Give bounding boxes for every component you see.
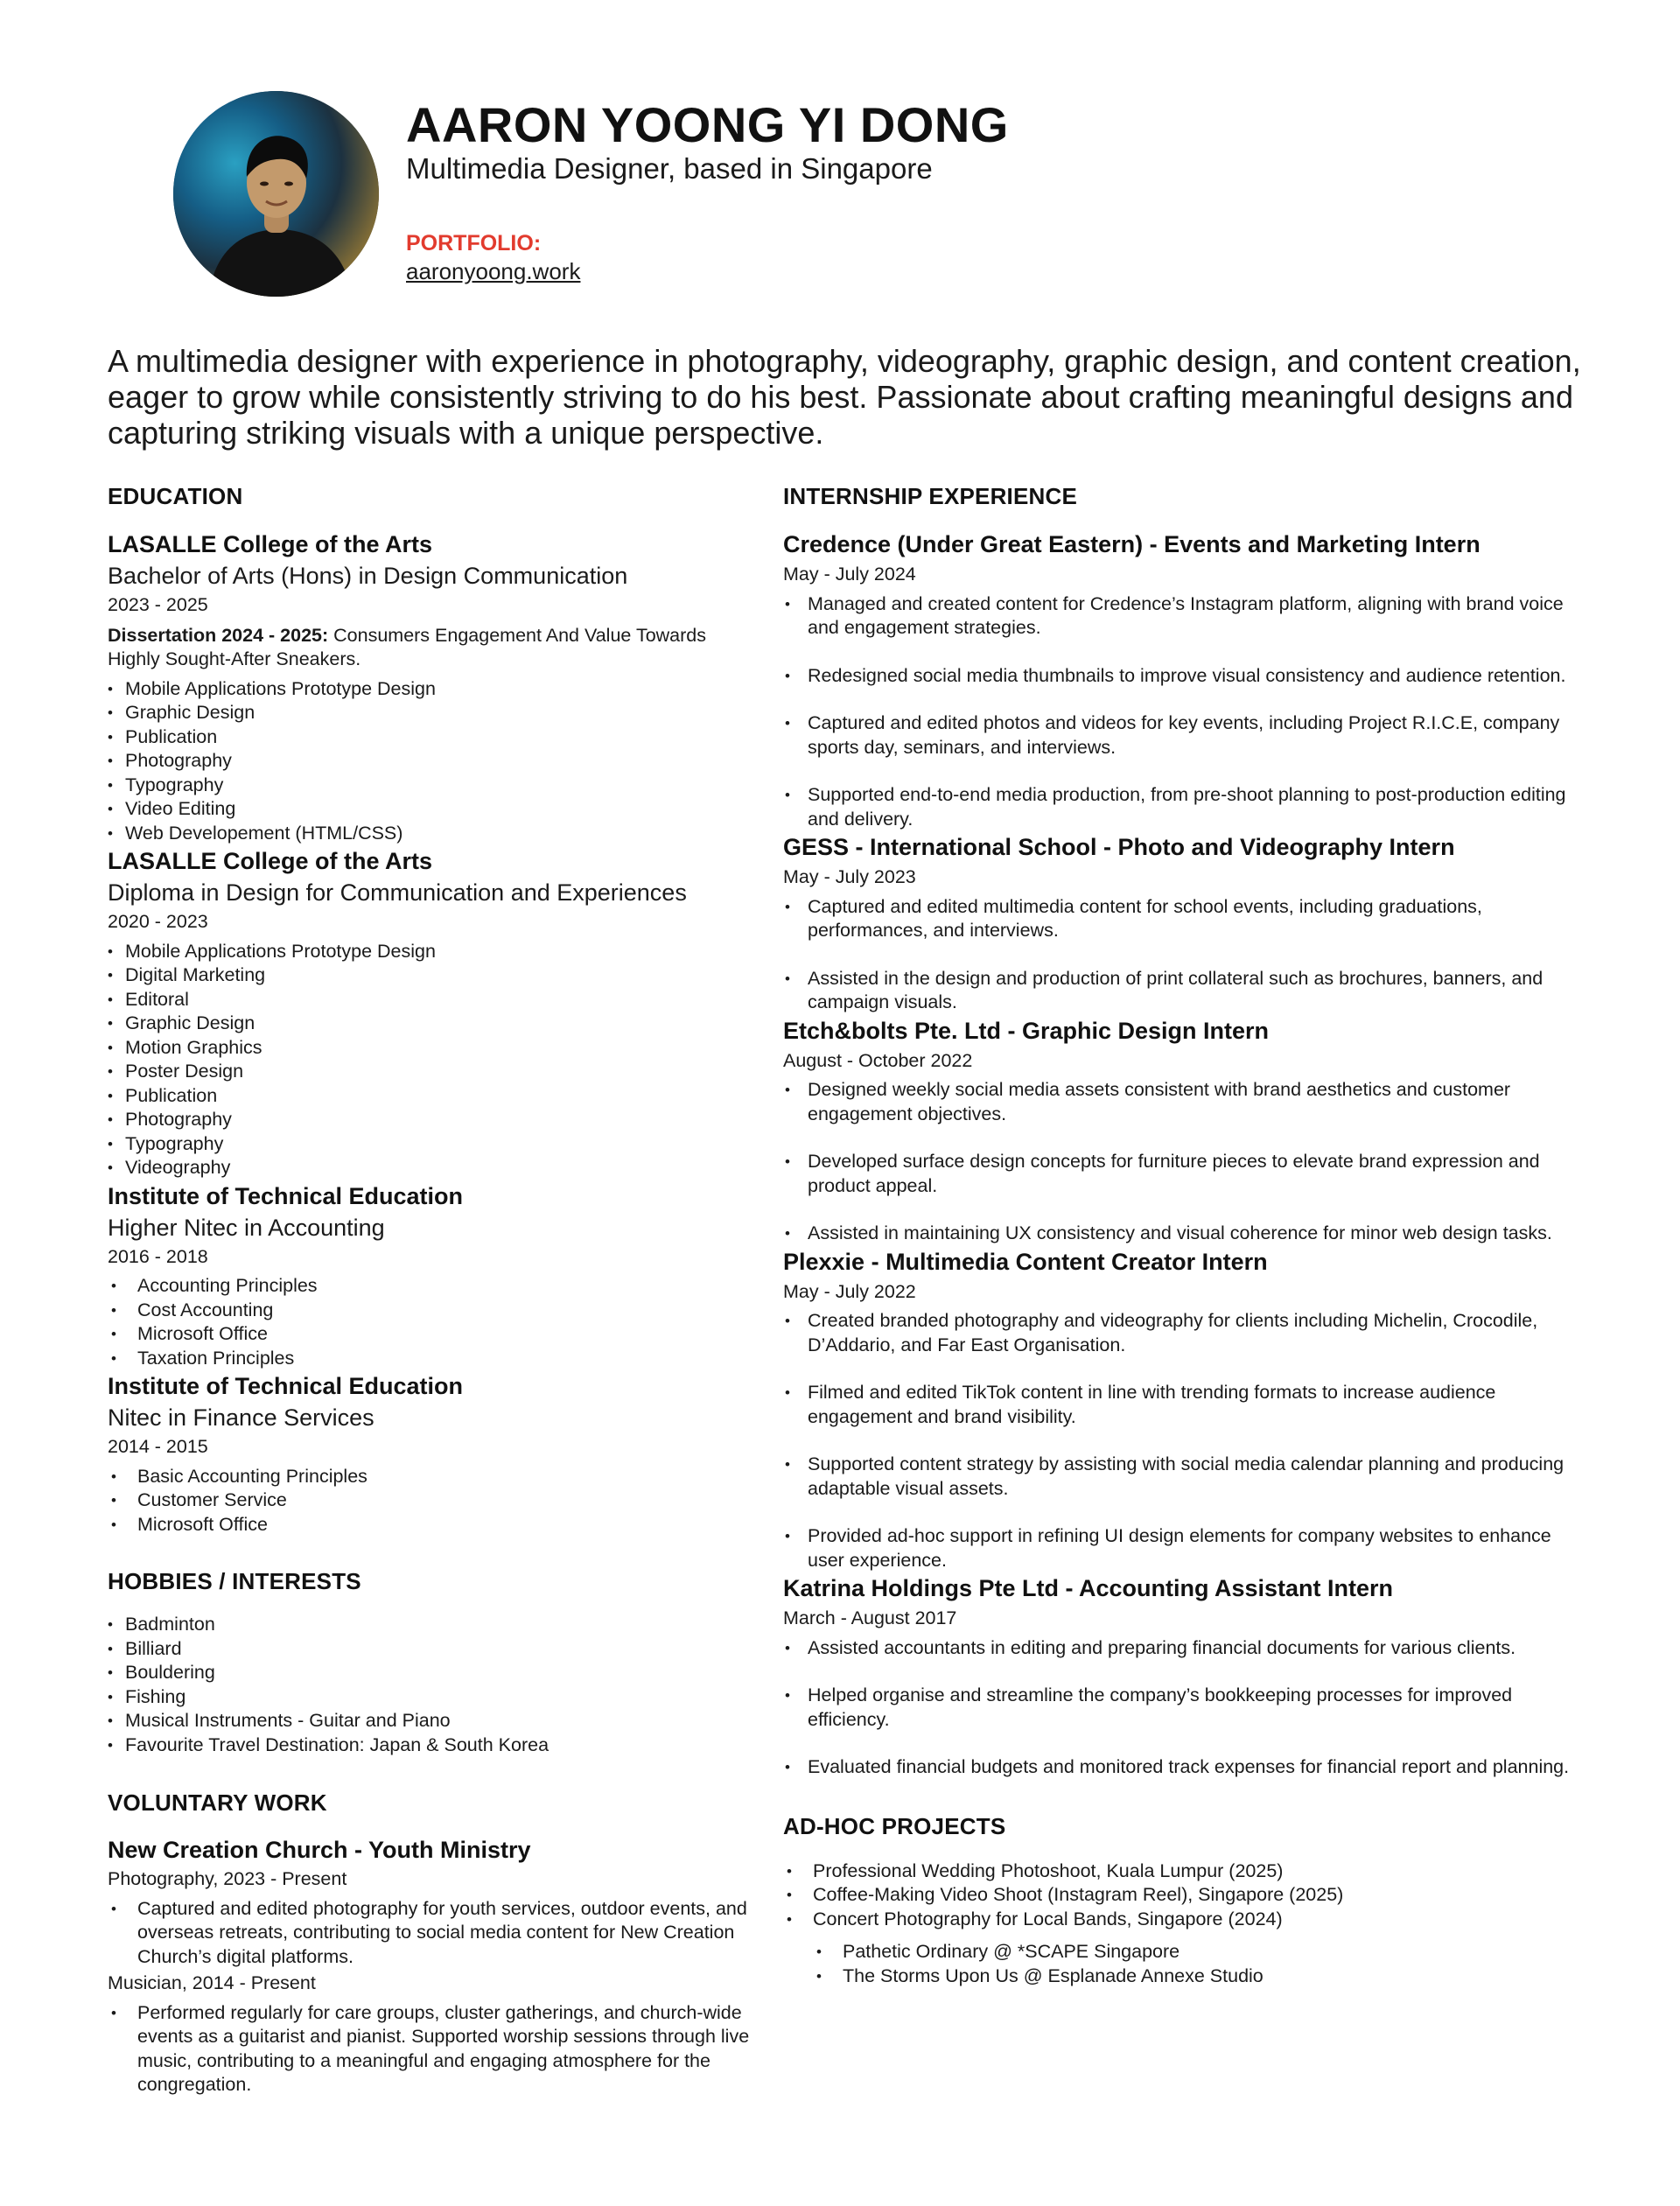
list-item: • Microsoft Office <box>108 1322 755 1347</box>
company-role: GESS - International School - Photo and Videography Intern <box>783 834 1455 860</box>
list-item: • Created branded photography and videography for clients including Michelin, Crocodile, D’Addario, and Far East Organisation. <box>783 1309 1571 1357</box>
candidate-name: AARON YOONG YI DONG <box>406 97 1009 152</box>
list-item: • Captured and edited photos and videos for key events, including Project R.I.C.E, company sports day, seminars, and interviews. <box>783 711 1571 760</box>
dissertation-text: Consumers Engagement And Value Towards Highly Sought-After Sneakers. <box>108 624 707 669</box>
hobbies-list <box>108 1613 755 1757</box>
internship-entry <box>783 1572 1571 1780</box>
list-item: • Supported end-to-end media production, from pre-shoot planning to post-production editing and delivery. <box>783 783 1571 831</box>
list-item: • Taxation Principles <box>108 1347 755 1371</box>
list-item: • Video Editing <box>108 797 755 822</box>
list-item: • Captured and edited multimedia content for school events, including graduations, performances, and interviews. <box>783 895 1571 943</box>
profile-photo <box>173 91 379 297</box>
education-entry <box>108 845 755 1180</box>
list-item: • Customer Service <box>108 1488 755 1513</box>
list-item: • Mobile Applications Prototype Design <box>108 940 755 964</box>
list-item: • Photography <box>108 1108 755 1132</box>
adhoc-title: AD-HOC PROJECTS <box>783 1812 1006 1839</box>
degree-title: Bachelor of Arts (Hons) in Design Communication <box>108 563 628 589</box>
portfolio-link[interactable]: aaronyoong.work <box>406 258 581 284</box>
list-item: • The Storms Upon Us @ Esplanade Annexe Studio <box>813 1964 1571 1989</box>
list-item: • Evaluated financial budgets and monitored track expenses for financial report and planning. <box>783 1755 1571 1780</box>
module-list <box>108 1274 755 1370</box>
list-item: • Helped organise and streamline the company’s bookkeeping processes for improved efficiency. <box>783 1684 1571 1732</box>
list-item: • Musical Instruments - Guitar and Piano <box>108 1709 755 1733</box>
list-item: • Accounting Principles <box>108 1274 755 1299</box>
company-role: Credence (Under Great Eastern) - Events and Marketing Intern <box>783 531 1480 557</box>
adhoc-list <box>783 1859 1571 1932</box>
education-years: 2014 - 2015 <box>108 1436 208 1457</box>
list-item: • Captured and edited photography for youth services, outdoor events, and overseas retreats, contributing to social media content for New Creation Church’s digital platforms. <box>108 1897 755 1970</box>
list-item: • Bouldering <box>108 1661 755 1685</box>
list-item: • Poster Design <box>108 1060 755 1084</box>
responsibility-list <box>783 592 1571 832</box>
voluntary-desc-list <box>108 1897 755 1970</box>
list-item: • Managed and created content for Credence’s Instagram platform, aligning with brand voice and engagement strategies. <box>783 592 1571 641</box>
company-role: Plexxie - Multimedia Content Creator Intern <box>783 1248 1268 1275</box>
internship-entry <box>783 831 1571 1015</box>
education-entry <box>108 529 755 845</box>
education-entry <box>108 1180 755 1371</box>
education-years: 2023 - 2025 <box>108 594 208 615</box>
list-item: • Professional Wedding Photoshoot, Kuala Lumpur (2025) <box>783 1859 1571 1884</box>
voluntary-role: Musician, 2014 - Present <box>108 1972 316 1993</box>
list-item: • Basic Accounting Principles <box>108 1465 755 1489</box>
hobbies-title: HOBBIES / INTERESTS <box>108 1568 361 1594</box>
left-column <box>108 483 755 2097</box>
module-list <box>108 677 755 846</box>
list-item: • Coffee-Making Video Shoot (Instagram Reel), Singapore (2025) <box>783 1883 1571 1908</box>
institution-name: LASALLE College of the Arts <box>108 848 433 874</box>
list-item: • Photography <box>108 749 755 774</box>
list-item: • Developed surface design concepts for furniture pieces to elevate brand expression and product appeal. <box>783 1150 1571 1198</box>
list-item: • Motion Graphics <box>108 1036 755 1061</box>
voluntary-org: New Creation Church - Youth Ministry <box>108 1837 531 1863</box>
institution-name: LASALLE College of the Arts <box>108 531 433 557</box>
list-item: • Typography <box>108 1132 755 1157</box>
list-item: • Videography <box>108 1156 755 1180</box>
list-item: • Assisted in the design and production of print collateral such as brochures, banners, and campaign visuals. <box>783 967 1571 1015</box>
list-item: • Web Developement (HTML/CSS) <box>108 822 755 846</box>
internship-dates: May - July 2023 <box>783 866 916 887</box>
list-item: • Cost Accounting <box>108 1299 755 1323</box>
voluntary-role: Photography, 2023 - Present <box>108 1868 347 1889</box>
portfolio-label: PORTFOLIO: <box>406 231 542 256</box>
company-role: Katrina Holdings Pte Ltd - Accounting Assistant Intern <box>783 1575 1394 1601</box>
education-title: EDUCATION <box>108 483 243 509</box>
list-item: • Graphic Design <box>108 701 755 725</box>
list-item: • Redesigned social media thumbnails to improve visual consistency and audience retention. <box>783 664 1571 689</box>
internship-entry <box>783 1015 1571 1246</box>
list-item: • Concert Photography for Local Bands, Singapore (2024) <box>783 1908 1571 1932</box>
list-item: • Filmed and edited TikTok content in line with trending formats to increase audience engagement and brand visibility. <box>783 1381 1571 1429</box>
profile-photo-illustration <box>173 91 379 297</box>
list-item: • Microsoft Office <box>108 1513 755 1537</box>
list-item: • Pathetic Ordinary @ *SCAPE Singapore <box>813 1940 1571 1964</box>
responsibility-list <box>783 895 1571 1015</box>
internship-dates: August - October 2022 <box>783 1049 973 1071</box>
list-item: • Badminton <box>108 1613 755 1637</box>
company-role: Etch&bolts Pte. Ltd - Graphic Design Intern <box>783 1017 1270 1044</box>
list-item: • Typography <box>108 774 755 798</box>
list-item: • Graphic Design <box>108 1012 755 1036</box>
candidate-title: Multimedia Designer, based in Singapore <box>406 152 933 185</box>
right-column <box>783 483 1571 1988</box>
list-item: • Digital Marketing <box>108 963 755 988</box>
adhoc-sub-list <box>813 1940 1571 1988</box>
voluntary-title: VOLUNTARY WORK <box>108 1789 327 1816</box>
education-years: 2016 - 2018 <box>108 1245 208 1267</box>
degree-title: Nitec in Finance Services <box>108 1404 374 1431</box>
institution-name: Institute of Technical Education <box>108 1373 464 1399</box>
internship-title: INTERNSHIP EXPERIENCE <box>783 483 1078 509</box>
list-item: • Editoral <box>108 988 755 1012</box>
list-item: • Assisted in maintaining UX consistency and visual coherence for minor web design tasks. <box>783 1222 1571 1246</box>
list-item: • Fishing <box>108 1685 755 1710</box>
list-item: • Mobile Applications Prototype Design <box>108 677 755 702</box>
list-item: • Assisted accountants in editing and preparing financial documents for various clients. <box>783 1636 1571 1661</box>
internship-dates: March - August 2017 <box>783 1607 957 1628</box>
list-item: • Favourite Travel Destination: Japan & South Korea <box>108 1733 755 1758</box>
list-item: • Provided ad-hoc support in refining UI design elements for company websites to enhance user experience. <box>783 1524 1571 1572</box>
institution-name: Institute of Technical Education <box>108 1182 464 1209</box>
profile-summary: A multimedia designer with experience in photography, videography, graphic design, and content creation, eager to grow while consistently striving to do his best. Passionate about crafting meaningful designs and capturing striking visuals with a unique perspective. <box>108 343 1581 451</box>
internship-dates: May - July 2022 <box>783 1280 916 1302</box>
dissertation <box>108 624 755 672</box>
degree-title: Higher Nitec in Accounting <box>108 1214 385 1241</box>
education-years: 2020 - 2023 <box>108 911 208 932</box>
internship-dates: May - July 2024 <box>783 564 916 585</box>
list-item: • Designed weekly social media assets consistent with brand aesthetics and customer engagement objectives. <box>783 1078 1571 1126</box>
list-item: • Performed regularly for care groups, cluster gatherings, and church-wide events as a guitarist and pianist. Supported worship sessions through live music, contributing to a meaningful and engaging atmosphere for the congregation. <box>108 2001 755 2097</box>
module-list <box>108 1465 755 1537</box>
responsibility-list <box>783 1078 1571 1246</box>
education-entry <box>108 1370 755 1537</box>
list-item: • Publication <box>108 1084 755 1109</box>
responsibility-list <box>783 1636 1571 1780</box>
voluntary-desc-list <box>108 2001 755 2097</box>
list-item: • Supported content strategy by assisting with social media calendar planning and producing adaptable visual assets. <box>783 1453 1571 1501</box>
internship-entry <box>783 529 1571 831</box>
list-item: • Publication <box>108 725 755 750</box>
list-item: • Billiard <box>108 1637 755 1662</box>
module-list <box>108 940 755 1180</box>
responsibility-list <box>783 1309 1571 1572</box>
dissertation-label: Dissertation 2024 - 2025: <box>108 624 329 646</box>
resume-header <box>173 91 1573 301</box>
internship-entry <box>783 1246 1571 1573</box>
degree-title: Diploma in Design for Communication and Experiences <box>108 879 687 906</box>
